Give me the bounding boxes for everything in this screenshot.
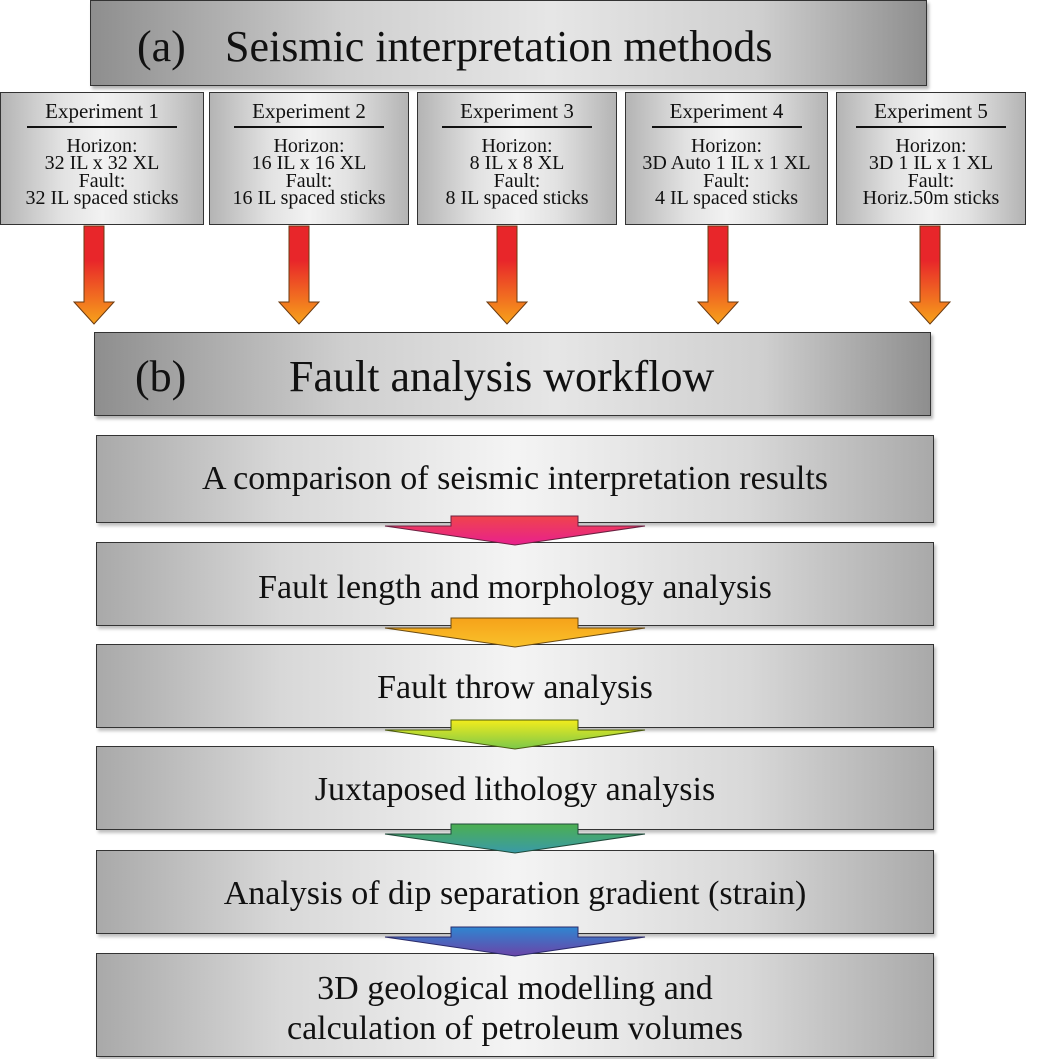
section-a-title: Seismic interpretation methods [225,22,773,71]
experiment-title: Experiment 5 [874,99,988,123]
horizon-label: Horizon: [66,134,138,157]
fault-label: Fault: [285,169,333,192]
down-arrow-5 [910,226,950,324]
horizon-value: 3D Auto 1 IL x 1 XL [642,152,811,174]
connector-arrow-1 [385,516,645,545]
down-arrow-4 [698,226,738,324]
horizon-value: 16 IL x 16 XL [251,152,367,174]
horizon-label: Horizon: [895,134,967,157]
experiment-title: Experiment 4 [669,99,784,123]
fault-value: 32 IL spaced sticks [25,187,179,209]
workflow-step-text: Juxtaposed lithology analysis [314,771,716,808]
horizon-value: 8 IL x 8 XL [469,152,565,174]
workflow-step-text: A comparison of seismic interpretation results [201,460,829,497]
down-arrow-3 [487,226,527,324]
workflow-step-text: Analysis of dip separation gradient (strain) [223,875,807,912]
workflow-step-text-line2: calculation of petroleum volumes [286,1010,744,1047]
connector-arrow-2 [385,618,645,647]
experiment-title: Experiment 3 [460,99,574,123]
workflow-step-text: Fault throw analysis [377,669,653,706]
horizon-value: 3D 1 IL x 1 XL [868,152,994,174]
fault-label: Fault: [78,169,126,192]
workflow-step-text-line1: 3D geological modelling and [317,970,713,1007]
down-arrow-2 [279,226,319,324]
experiment-title: Experiment 1 [45,99,159,123]
horizon-value: 32 IL x 32 XL [44,152,160,174]
horizon-label: Horizon: [481,134,553,157]
fault-value: 8 IL spaced sticks [445,187,589,209]
horizon-label: Horizon: [690,134,763,157]
fault-value: 16 IL spaced sticks [232,187,386,209]
experiment-title: Experiment 2 [252,99,366,123]
connector-arrow-3 [385,720,645,749]
fault-value: Horiz.50m sticks [862,187,1000,209]
section-b-title: Fault analysis workflow [289,352,715,401]
fault-label: Fault: [493,169,541,192]
workflow-step-text: Fault length and morphology analysis [258,569,772,606]
down-arrow-1 [74,226,114,324]
fault-label: Fault: [907,169,955,192]
fault-label: Fault: [703,169,750,192]
connector-arrow-4 [385,824,645,853]
fault-value: 4 IL spaced sticks [654,187,799,209]
horizon-label: Horizon: [273,134,345,157]
section-a-label: (a) [137,22,186,71]
section-b-label: (b) [135,352,187,401]
connector-arrow-5 [385,927,645,956]
